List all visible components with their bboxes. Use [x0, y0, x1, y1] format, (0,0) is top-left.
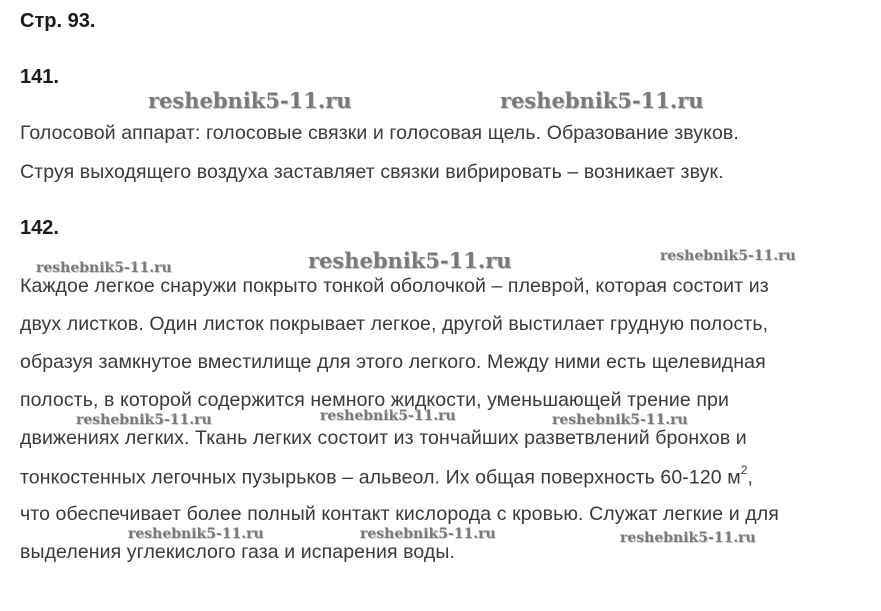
task-number-141: 141. — [20, 66, 59, 88]
watermark: reshebnik5-11.ru — [660, 248, 796, 264]
task-142-line-7: что обеспечивает более полный контакт кислорода с кровью. Служат легкие и для — [20, 503, 779, 525]
task-142-line-8: выделения углекислого газа и испарения воды. — [20, 541, 455, 563]
watermark: reshebnik5-11.ru — [500, 88, 704, 113]
watermark: reshebnik5-11.ru — [76, 412, 212, 428]
watermark: reshebnik5-11.ru — [148, 88, 352, 113]
task-142-line-6 — [20, 465, 753, 490]
task-number-142: 142. — [20, 217, 59, 239]
task-142-line-3: образуя замкнутое вместилище для этого легкого. Между ними есть щелевидная — [20, 351, 766, 373]
task-141-line-1: Голосовой аппарат: голосовые связки и голосовая щель. Образование звуков. — [20, 122, 739, 144]
watermark: reshebnik5-11.ru — [320, 408, 456, 424]
task-141-line-2: Струя выходящего воздуха заставляет связки вибрировать – возникает звук. — [20, 161, 724, 183]
superscript-2: 2 — [740, 463, 748, 477]
task-142-line-1: Каждое легкое снаружи покрыто тонкой оболочкой – плеврой, которая состоит из — [20, 275, 769, 297]
watermark: reshebnik5-11.ru — [128, 526, 264, 542]
watermark: reshebnik5-11.ru — [360, 526, 496, 542]
task-142-line-6-text: тонкостенных легочных пузырьков – альвеол. Их общая поверхность 60-120 м — [20, 466, 741, 489]
watermark: reshebnik5-11.ru — [552, 412, 688, 428]
line-6-comma: , — [747, 466, 754, 489]
watermark: reshebnik5-11.ru — [620, 530, 756, 546]
task-142-line-5: движениях легких. Ткань легких состоит из тончайших разветвлений бронхов и — [20, 427, 747, 449]
task-142-line-2: двух листков. Один листок покрывает легкое, другой выстилает грудную полость, — [20, 313, 769, 335]
watermark: reshebnik5-11.ru — [308, 248, 512, 273]
watermark: reshebnik5-11.ru — [36, 260, 172, 276]
page-number-label: Стр. 93. — [20, 10, 96, 32]
task-142-line-4: полость, в которой содержится немного жидкости, уменьшающей трение при — [20, 389, 729, 411]
